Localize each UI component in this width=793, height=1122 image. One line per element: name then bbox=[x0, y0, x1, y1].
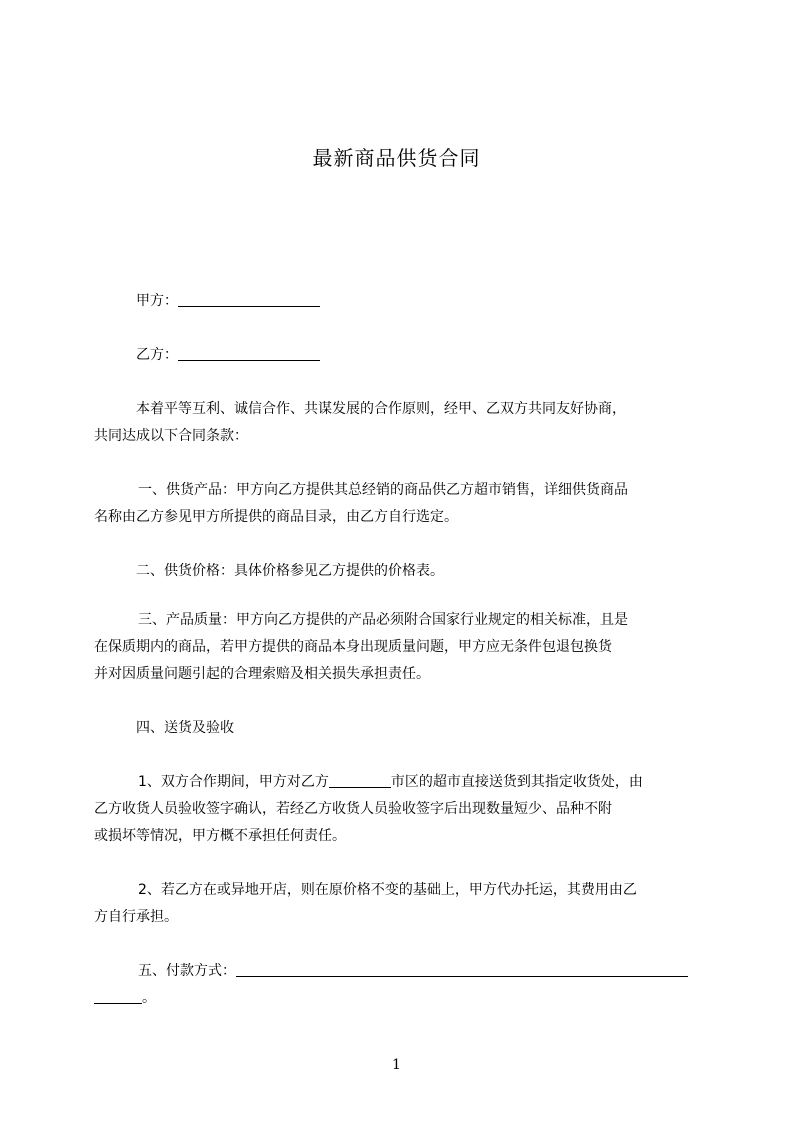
clause-2-line-1: 二、供货价格：具体价格参见乙方提供的价格表。 bbox=[136, 563, 444, 579]
clause-4-item-2-line-1: 2、若乙方在或异地开店，则在原价格不变的基础上，甲方代办托运，其费用由乙 bbox=[138, 882, 637, 898]
clause-5-line-1 bbox=[94, 961, 758, 981]
clause-1-line-1: 一、供货产品：甲方向乙方提供其总经销的商品供乙方超市销售，详细供货商品 bbox=[138, 482, 628, 498]
preamble-line-1: 本着平等互利、诚信合作、共谋发展的合作原则，经甲、乙双方共同友好协商， bbox=[136, 401, 626, 417]
page-number: 1 bbox=[392, 1057, 401, 1073]
clause-4-heading: 四、送货及验收 bbox=[136, 720, 234, 736]
party-b-line bbox=[94, 345, 756, 365]
city-blank[interactable] bbox=[329, 773, 391, 788]
clause-3-line-3: 并对因质量问题引起的合理索赔及相关损失承担责任。 bbox=[94, 666, 430, 682]
payment-method-label: 五、付款方式： bbox=[138, 963, 236, 979]
clause-4-item-1-line-3: 或损坏等情况，甲方概不承担任何责任。 bbox=[94, 828, 346, 844]
clause-4-item-1-part-2: 市区的超市直接送货到其指定收货处，由 bbox=[390, 774, 643, 790]
clause-3-line-2: 在保质期内的商品，若甲方提供的商品本身出现质量问题，甲方应无条件包退包换货 bbox=[94, 639, 612, 655]
payment-method-blank[interactable] bbox=[236, 962, 688, 977]
clause-4-item-1-part-1: 1、双方合作期间，甲方对乙方 bbox=[138, 774, 329, 790]
clause-4-item-1-line-1 bbox=[94, 772, 758, 792]
clause-4-item-2-line-2: 方自行承担。 bbox=[94, 909, 178, 925]
preamble-line-2: 共同达成以下合同条款： bbox=[94, 428, 248, 444]
party-b-blank[interactable] bbox=[178, 346, 320, 361]
payment-method-blank-continued[interactable] bbox=[94, 989, 142, 1004]
payment-method-end: 。 bbox=[142, 990, 156, 1006]
party-a-line bbox=[94, 291, 756, 311]
party-a-blank[interactable] bbox=[178, 292, 320, 307]
clause-5-line-2 bbox=[94, 988, 714, 1008]
document-title: 最新商品供货合同 bbox=[312, 146, 481, 170]
party-a-label: 甲方： bbox=[136, 293, 178, 309]
clause-1-line-2: 名称由乙方参见甲方所提供的商品目录，由乙方自行选定。 bbox=[94, 509, 458, 525]
party-b-label: 乙方： bbox=[136, 347, 178, 363]
clause-4-item-1-line-2: 乙方收货人员验收签字确认，若经乙方收货人员验收签字后出现数量短少、品种不附 bbox=[94, 801, 612, 817]
clause-3-line-1: 三、产品质量：甲方向乙方提供的产品必须附合国家行业规定的相关标准，且是 bbox=[138, 612, 628, 628]
